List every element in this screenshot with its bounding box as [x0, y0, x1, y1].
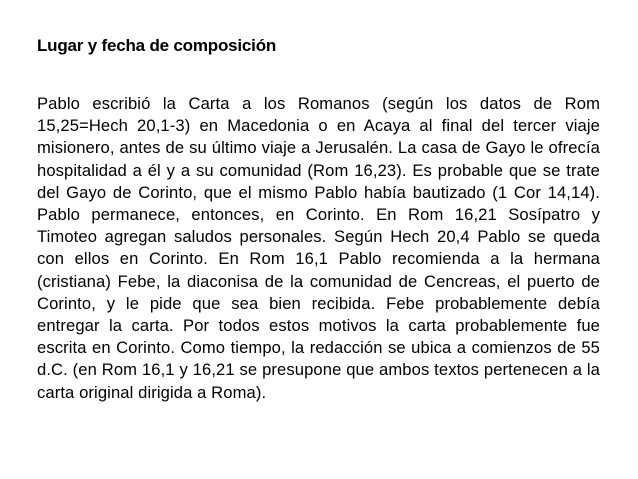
slide-heading: Lugar y fecha de composición: [37, 36, 277, 55]
slide-body-text: Pablo escribió la Carta a los Romanos (según los datos de Rom 15,25=Hech 20,1-3) en Macedonia o en Acaya al final del tercer viaje misionero, antes de su último viaje a Jerusalén. La casa de Gayo le ofrecía hospitalidad a él y a su comunidad (Rom 16,23). Es probable que se trate del Gayo de Corinto, que el mismo Pablo había bautizado (1 Cor 14,14). Pablo permanece, entonces, en Corinto. En Rom 16,21 Sosípatro y Timoteo agregan saludos personales. Según Hech 20,4 Pablo se queda con ellos en Corinto. En Rom 16,1 Pablo recomienda a la hermana (cristiana) Febe, la diaconisa de la comunidad de Cencreas, el puerto de Corinto, y le pide que sea bien recibida. Febe probablemente debía entregar la carta. Por todos estos motivos la carta probablemente fue escrita en Corinto. Como tiempo, la redacción se ubica a comienzos de 55 d.C. (en Rom 16,1 y 16,21 se presupone que ambos textos pertenecen a la carta original dirigida a Roma).: [37, 94, 600, 402]
